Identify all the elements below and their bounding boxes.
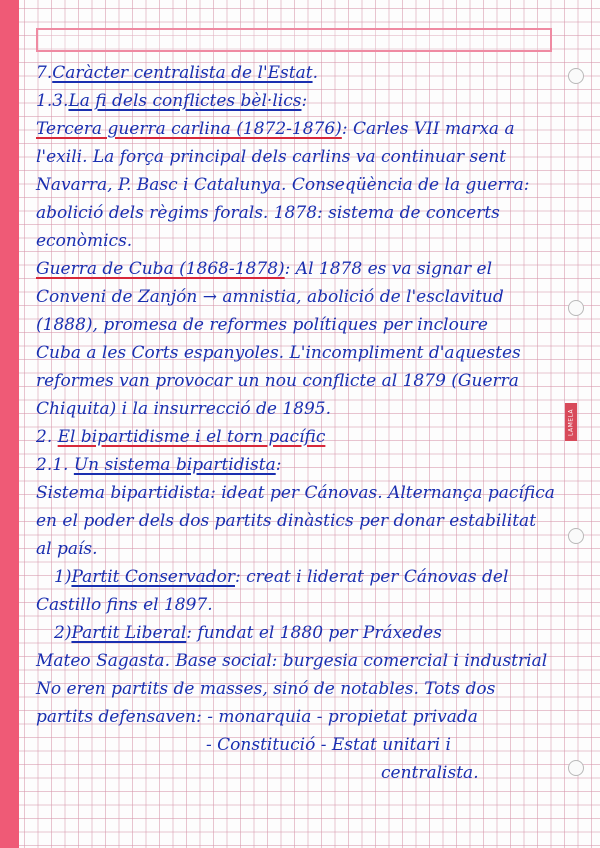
note-line: 1.3.La fi dels conflictes bèl·lics: (36, 91, 308, 111)
note-line: Navarra, P. Basc i Catalunya. Conseqüència de la guerra: (36, 175, 530, 195)
note-line: No eren partits de masses, sinó de notables. Tots dos (36, 679, 496, 699)
note-line: Chiquita) i la insurrecció de 1895. (36, 399, 331, 419)
note-line: 7.Caràcter centralista de l'Estat. (36, 63, 318, 83)
punch-hole-icon (568, 528, 584, 544)
note-line: partits defensaven: - monarquia - propietat privada (36, 707, 478, 727)
header-box (36, 28, 552, 52)
note-line: Mateo Sagasta. Base social: burgesia comercial i industrial (36, 651, 548, 671)
note-line: al país. (36, 539, 98, 559)
note-line: Guerra de Cuba (1868-1878): Al 1878 es va signar el (36, 259, 493, 279)
note-line: abolició dels règims forals. 1878: sistema de concerts (36, 203, 500, 223)
note-line: - Constitució - Estat unitari i (206, 735, 451, 755)
note-line: centralista. (381, 763, 479, 783)
note-line: Cuba a les Corts espanyoles. L'incompliment d'aquestes (36, 343, 521, 363)
left-margin-bar (0, 0, 19, 848)
note-line: en el poder dels dos partits dinàstics per donar estabilitat (36, 511, 537, 531)
brand-tag: LAMELA (565, 403, 577, 441)
note-line: Castillo fins el 1897. (36, 595, 213, 615)
note-line: Sistema bipartidista: ideat per Cánovas. Alternança pacífica (36, 483, 555, 503)
note-line: econòmics. (36, 231, 133, 251)
note-line: (1888), promesa de reformes polítiques per incloure (36, 315, 488, 335)
note-line: 2)Partit Liberal: fundat el 1880 per Práxedes (54, 623, 442, 643)
note-line: Tercera guerra carlina (1872-1876): Carles VII marxa a (36, 119, 515, 139)
note-line: reformes van provocar un nou conflicte al 1879 (Guerra (36, 371, 519, 391)
punch-hole-icon (568, 68, 584, 84)
note-line: l'exili. La força principal dels carlins va continuar sent (36, 147, 507, 167)
note-line: 2. El bipartidisme i el torn pacífic (36, 427, 326, 447)
note-line: 2.1. Un sistema bipartidista: (36, 455, 282, 475)
note-line: 1)Partit Conservador: creat i liderat per Cánovas del (54, 567, 509, 587)
punch-hole-icon (568, 300, 584, 316)
note-line: Conveni de Zanjón → amnistia, abolició de l'esclavitud (36, 287, 504, 307)
punch-hole-icon (568, 760, 584, 776)
